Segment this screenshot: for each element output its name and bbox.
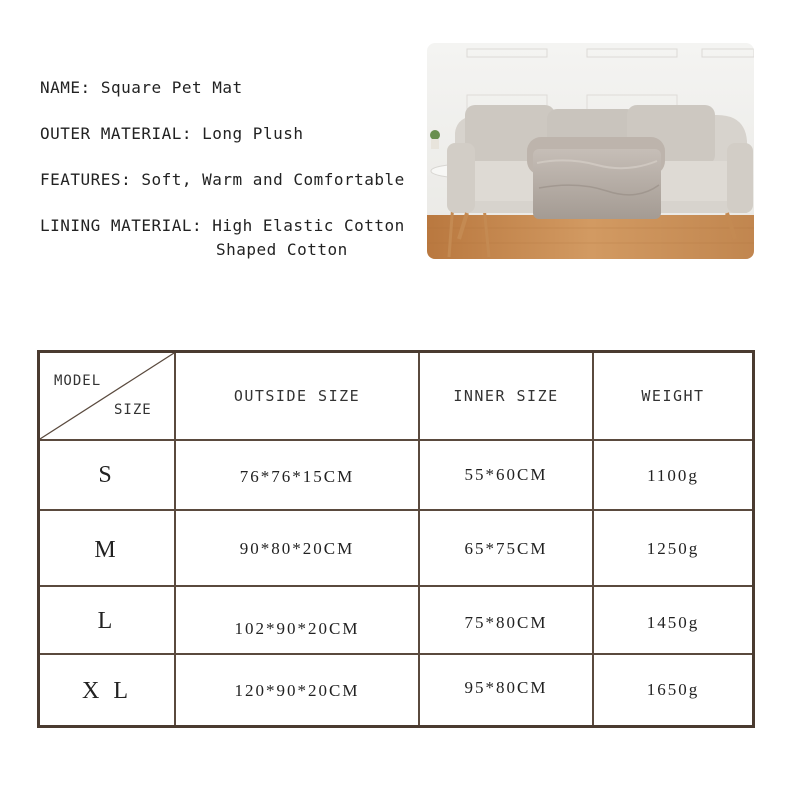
- spec-label: LINING MATERIAL:: [40, 216, 203, 235]
- model-l: L: [97, 607, 117, 634]
- spec-value: Long Plush: [202, 124, 304, 143]
- spec-outer-material: [40, 124, 303, 143]
- inner-size-xl: 95*80CM: [464, 678, 548, 697]
- product-photo: [427, 43, 754, 259]
- spec-value: Soft, Warm and Comfortable: [141, 170, 405, 189]
- weight-xl: 1650g: [646, 680, 700, 699]
- inner-size-s: 55*60CM: [464, 465, 548, 484]
- corner-model-label: MODEL: [54, 373, 102, 389]
- model-s: S: [98, 461, 116, 488]
- spec-value: High Elastic Cotton: [212, 216, 405, 235]
- spec-features: [40, 170, 405, 189]
- spec-name: [40, 78, 243, 97]
- header-outside-size: OUTSIDE SIZE: [233, 387, 361, 405]
- spec-value: Square Pet Mat: [100, 78, 243, 97]
- inner-size-m: 65*75CM: [464, 539, 548, 558]
- spec-lining-material: [40, 216, 405, 235]
- header-weight: WEIGHT: [641, 387, 705, 405]
- weight-m: 1250g: [646, 539, 700, 558]
- spec-label: OUTER MATERIAL:: [40, 124, 192, 143]
- model-m: M: [94, 536, 120, 563]
- spec-label: NAME:: [40, 78, 91, 97]
- inner-size-l: 75*80CM: [464, 613, 548, 632]
- outside-size-s: 76*76*15CM: [239, 467, 355, 486]
- corner-diagonal: [40, 353, 174, 439]
- weight-l: 1450g: [646, 613, 700, 632]
- outside-size-m: 90*80*20CM: [239, 539, 355, 558]
- size-table: [37, 350, 755, 728]
- spec-label: FEATURES:: [40, 170, 132, 189]
- model-xl: X L: [82, 677, 132, 704]
- corner-size-label: SIZE: [114, 402, 152, 418]
- weight-s: 1100g: [647, 466, 699, 485]
- sofa-illustration: [427, 43, 754, 259]
- outside-size-l: 102*90*20CM: [234, 619, 360, 638]
- header-inner-size: INNER SIZE: [453, 387, 559, 405]
- outside-size-xl: 120*90*20CM: [234, 681, 360, 700]
- spec-lining-material-line2: Shaped Cotton: [216, 240, 348, 259]
